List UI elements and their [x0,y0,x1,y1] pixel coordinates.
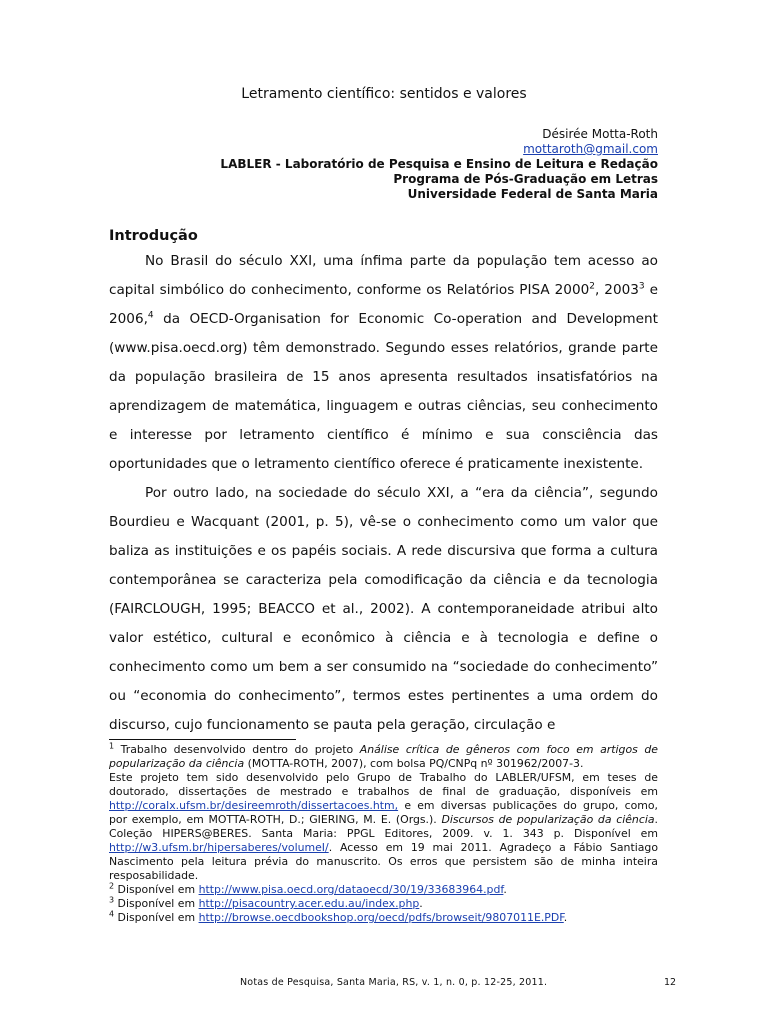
footnote-1-text: (MOTTA-ROTH, 2007), com bolsa PQ/CNPq nº 301962/2007-3. [244,757,584,770]
footnote-1-text: . Acesso em 19 mai 2011. Agradeço a Fábio Santiago Nascimento pela leitura prévia do manuscrito. Os erros que persistem são de minha inteira resposabilidade. [109,841,658,882]
footnote-1-number: 1 [109,741,115,751]
footnote-1-text: Este projeto tem sido desenvolvido pelo Grupo de Trabalho do LABLER/UFSM, em teses de doutorado, dissertações de mestrado e trabalhos de final de graduação, disponíveis em [109,771,658,798]
section-heading: Introdução [109,228,198,244]
footnote-4-number: 4 [109,909,115,919]
paragraph-1-part-d: da OECD-Organisation for Economic Co-operation and Development (www.pisa.oecd.org) têm demonstrado. Segundo esses relatórios, grande parte da população brasileira de 15 anos apresenta resultados insatisfatórios na aprendizagem de matemática, linguagem e outras ciências, seu conhecimento e interesse por letramento científico é mínimo e sua consciência das oportunidades que o letramento científico oferece é praticamente inexistente. [109,311,658,472]
author-block [220,127,658,202]
footer-citation: Notas de Pesquisa, Santa Maria, RS, v. 1, n. 0, p. 12-25, 2011. [240,977,548,988]
footnote-ref-2[interactable]: 2 [589,281,595,292]
footnote-3-end: . [419,897,423,910]
footnote-2-text: Disponível em [114,883,199,896]
footnote-1-project-title: Análise crítica de gêneros com foco em artigos de popularização da ciência [109,743,659,770]
footnote-1-text: e em diversas publicações do grupo, como, por exemplo, em MOTTA-ROTH, D.; GIERING, M. E. (Orgs.). [109,799,658,826]
footnote-2-end: . [503,883,507,896]
affiliation-program: Programa de Pós-Graduação em Letras [393,172,658,186]
page-number: 12 [664,977,677,988]
footnote-2-number: 2 [109,881,115,891]
footnote-1-text: . Coleção HIPERS@BERES. Santa Maria: PPGL Editores, 2009. v. 1. 343 p. Disponível em [109,813,658,840]
footnote-3-text: Disponível em [114,897,199,910]
paragraph-2: Por outro lado, na sociedade do século XXI, a “era da ciência”, segundo Bourdieu e Wacquant (2001, p. 5), vê-se o conhecimento como um valor que baliza as instituições e os papéis sociais. A rede discursiva que forma a cultura contemporânea se caracteriza pela comodificação da ciência e da tecnologia (FAIRCLOUGH, 1995; BEACCO et al., 2002). A contemporaneidade atribui alto valor estético, cultural e econômico à ciência e à tecnologia e define o conhecimento como um bem a ser consumido na “sociedade do conhecimento” ou “economia do conhecimento”, termos estes pertinentes a uma ordem do discurso, cujo funcionamento se pauta pela geração, circulação e [109,485,658,733]
footnote-2 [109,883,658,897]
pisa-2000-link[interactable]: http://www.pisa.oecd.org/dataoecd/30/19/33683964.pdf [198,883,504,896]
footnote-1-book-title: Discursos de popularização da ciência [441,813,655,826]
footnote-4 [109,911,658,925]
pisa-2003-link[interactable]: http://pisacountry.acer.edu.au/index.php [198,897,420,910]
affiliation-university: Universidade Federal de Santa Maria [407,187,658,201]
pisa-2006-link[interactable]: http://browse.oecdbookshop.org/oecd/pdfs/browseit/9807011E.PDF [198,911,564,924]
footnote-3 [109,897,658,911]
footnote-1 [109,743,658,771]
footnote-divider [109,739,296,740]
footnotes [109,743,658,925]
paragraph-1-part-a: No Brasil do século XXI, uma ínfima parte da população tem acesso ao capital simbólico do conhecimento, conforme os Relatórios PISA 2000 [109,253,658,298]
author-name: Désirée Motta-Roth [542,127,658,141]
footnote-4-text: Disponível em [114,911,199,924]
hipersaberes-link[interactable]: http://w3.ufsm.br/hipersaberes/volumeI/ [109,841,329,854]
footnote-4-end: . [563,911,568,924]
paragraph-1 [109,247,658,479]
paragraph-1-part-c: e 2006, [109,282,658,327]
affiliation-lab: LABLER - Laboratório de Pesquisa e Ensino de Leitura e Redação [220,157,658,171]
footnote-1-text: Trabalho desenvolvido dentro do projeto [114,743,360,756]
body-text [109,247,658,740]
paragraph-1-part-b: , 2003 [595,282,639,298]
document-title: Letramento científico: sentidos e valores [241,86,527,102]
footnote-ref-4[interactable]: 4 [147,310,154,321]
dissertations-link[interactable]: http://coralx.ufsm.br/desireemroth/dissertacoes.htm, [109,799,399,812]
author-email-link[interactable]: mottaroth@gmail.com [523,142,658,156]
footnote-3-number: 3 [109,895,115,905]
footnote-ref-3[interactable]: 3 [638,281,645,292]
footnote-1-continuation [109,771,658,883]
